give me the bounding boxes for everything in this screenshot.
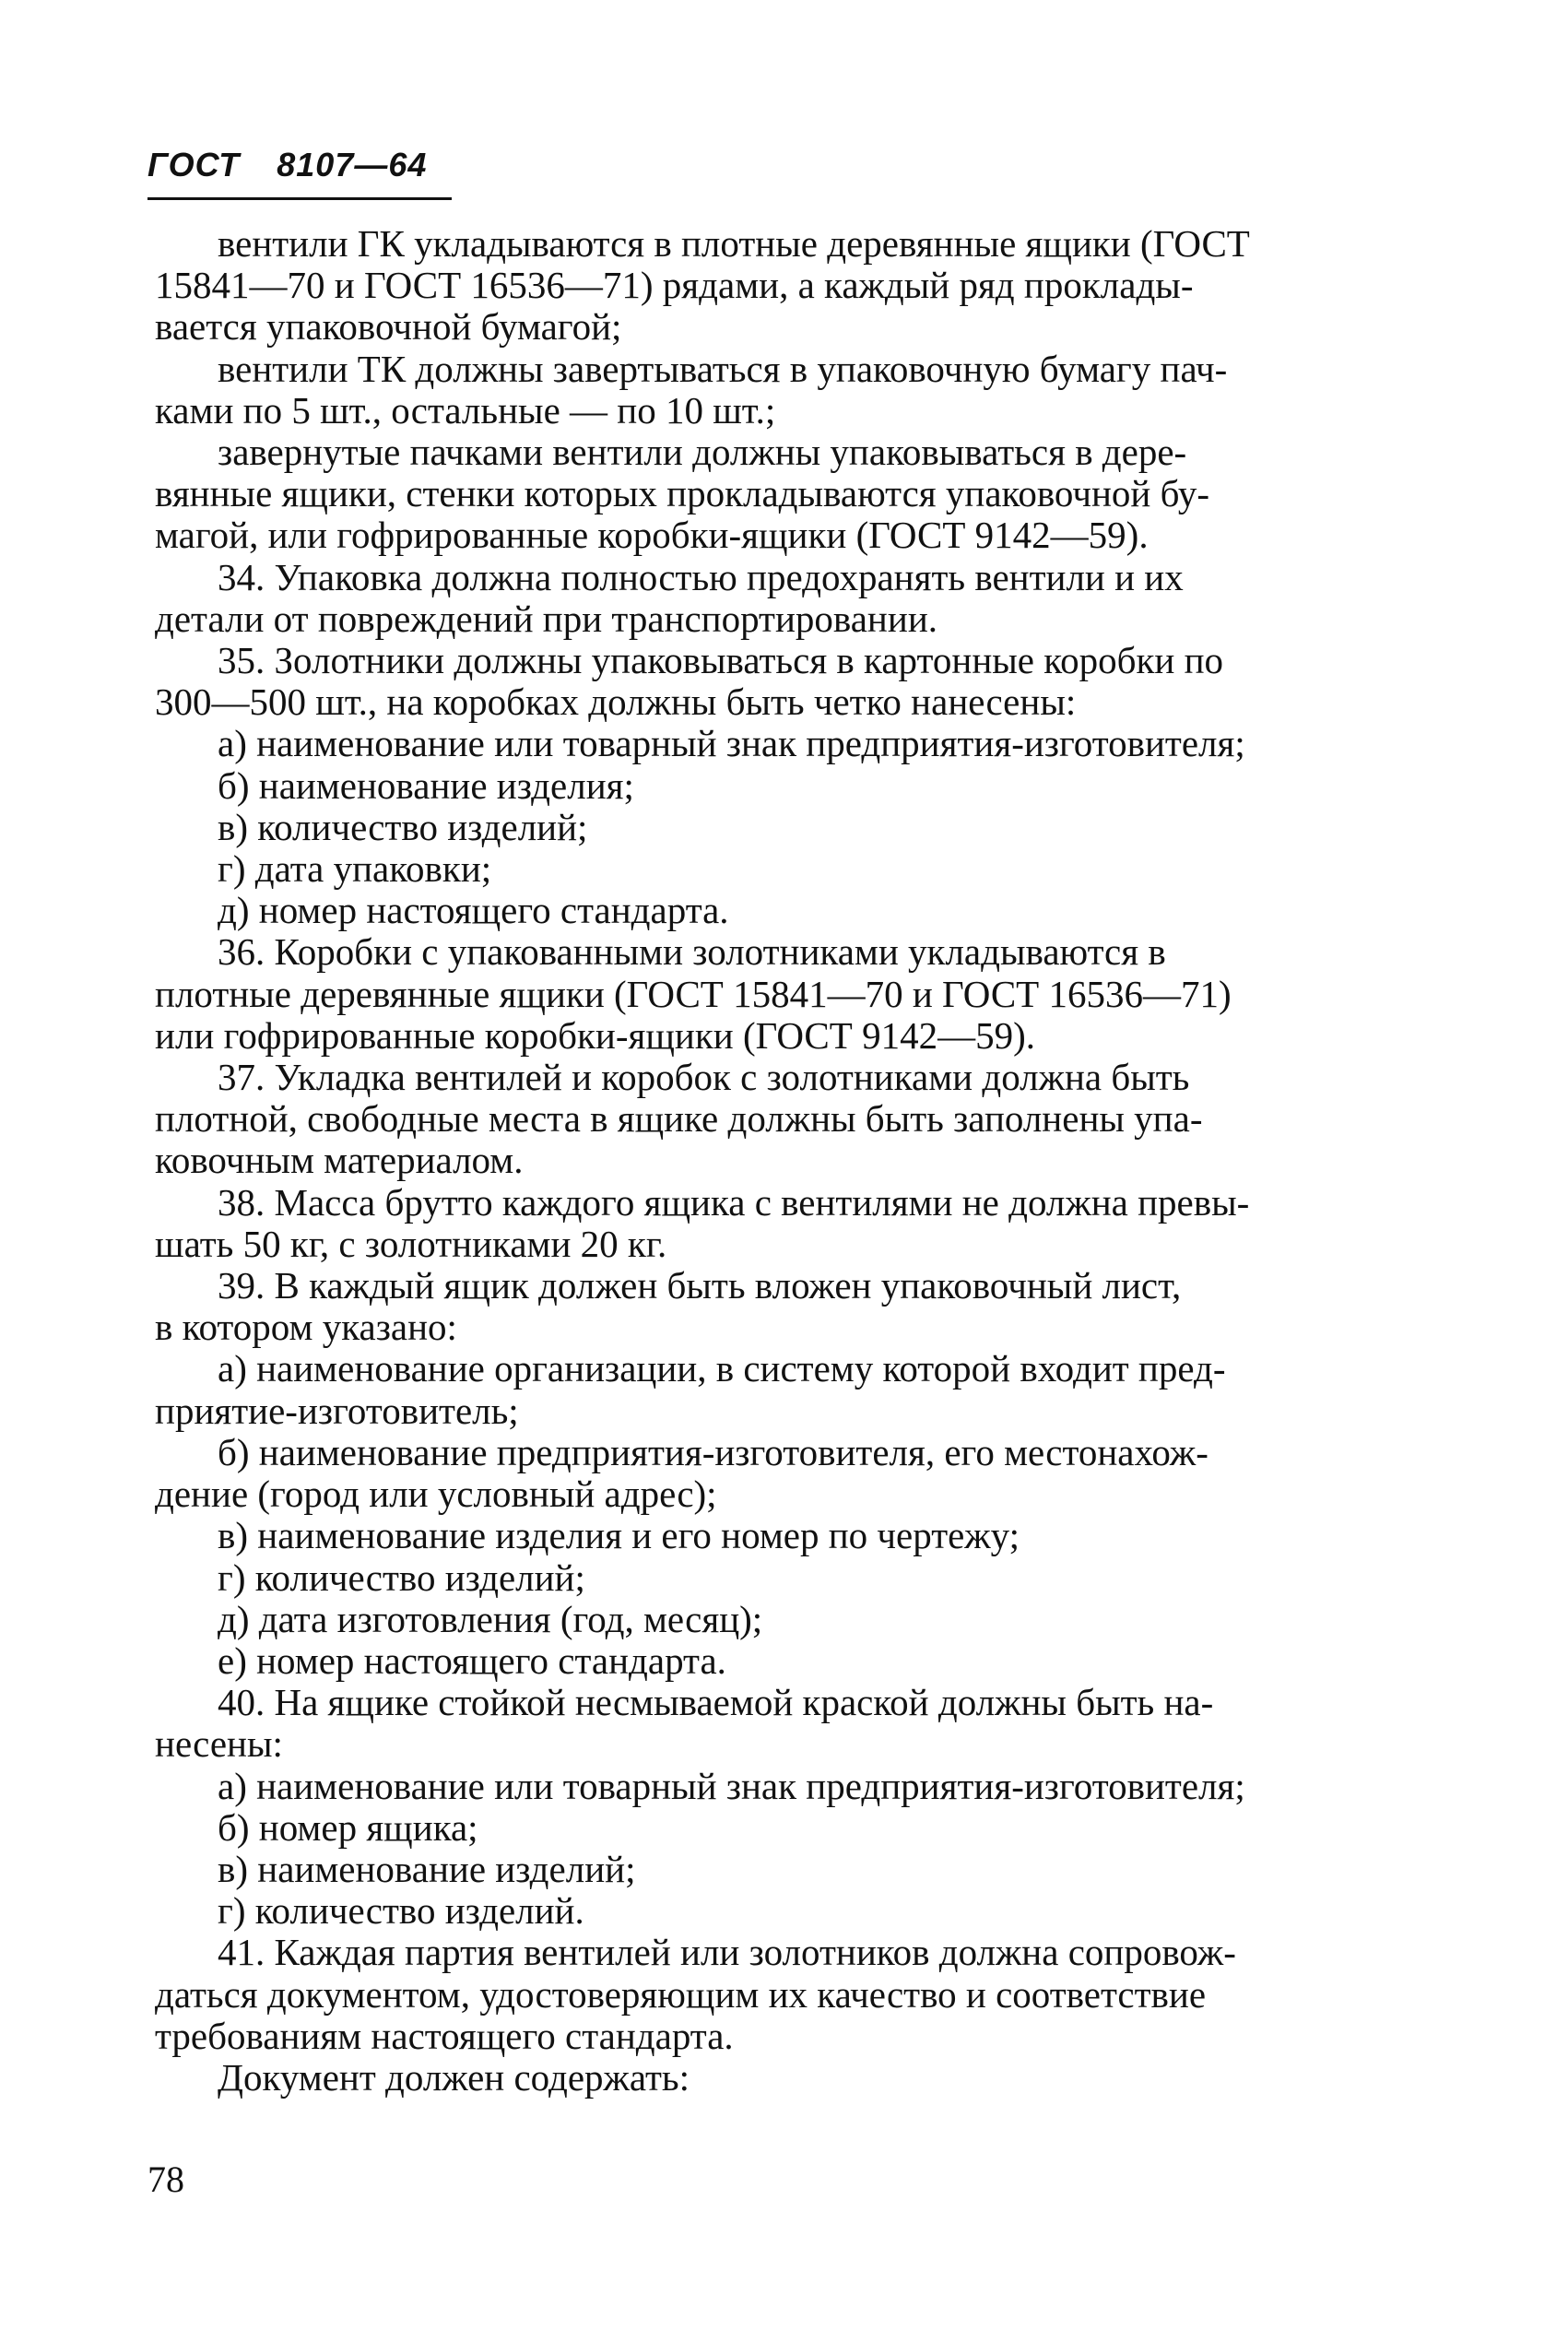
text-line: несены: [155, 1722, 283, 1766]
text-line: магой, или гофрированные коробки-ящики (ГОСТ 9142—59). [155, 514, 1149, 557]
text-line: 37. Укладка вентилей и коробок с золотниками должна быть [218, 1056, 1190, 1099]
text-line: детали от повреждений при транспортировании. [155, 597, 938, 640]
text-line: 39. В каждый ящик должен быть вложен упаковочный лист, [218, 1264, 1182, 1307]
text-line: ками по 5 шт., остальные — по 10 шт.; [155, 388, 776, 432]
text-line: требованиям настоящего стандарта. [155, 2014, 734, 2057]
header-rule [147, 197, 452, 200]
text-line: Документ должен содержать: [218, 2055, 690, 2099]
text-line: 34. Упаковка должна полностью предохранять вентили и их [218, 555, 1184, 598]
text-line: в) количество изделий; [218, 805, 588, 848]
text-line: д) номер настоящего стандарта. [218, 889, 729, 932]
text-line: г) дата упаковки; [218, 847, 492, 891]
text-line: 41. Каждая партия вентилей или золотников должна сопровож- [218, 1931, 1236, 1974]
document-body [155, 223, 1445, 2099]
text-line: 300—500 шт., на коробках должны быть четко нанесены: [155, 680, 1077, 724]
text-line: или гофрированные коробки-ящики (ГОСТ 9142—59). [155, 1013, 1035, 1057]
text-line: 36. Коробки с упакованными золотниками укладываются в [218, 930, 1166, 974]
text-line: вентили ТК должны завертываться в упаковочную бумагу пач- [218, 347, 1228, 390]
text-line: е) номер настоящего стандарта. [218, 1638, 726, 1682]
text-line: вянные ящики, стенки которых прокладываются упаковочной бу- [155, 472, 1210, 515]
document-header [147, 146, 427, 184]
text-line: ковочным материалом. [155, 1139, 524, 1182]
text-line: г) количество изделий; [218, 1555, 585, 1599]
text-line: в котором указано: [155, 1306, 457, 1349]
text-line: д) дата изготовления (год, месяц); [218, 1597, 763, 1640]
standard-label: ГОСТ [147, 146, 241, 183]
text-line: завернутые пачками вентили должны упаковываться в дере- [218, 431, 1187, 474]
text-line: 40. На ящике стойкой несмываемой краской должны быть на- [218, 1681, 1214, 1724]
text-line: б) наименование изделия; [218, 763, 634, 807]
text-line: б) наименование предприятия-изготовителя, его местонахож- [218, 1430, 1208, 1473]
text-line: вентили ГК укладываются в плотные деревянные ящики (ГОСТ [218, 222, 1250, 265]
text-line: б) номер ящика; [218, 1805, 478, 1849]
text-line: приятие-изготовитель; [155, 1389, 519, 1432]
text-line: а) наименование или товарный знак предприятия-изготовителя; [218, 722, 1245, 765]
page-number: 78 [147, 2159, 184, 2200]
text-line: а) наименование или товарный знак предприятия-изготовителя; [218, 1764, 1245, 1807]
text-line: 35. Золотники должны упаковываться в картонные коробки по [218, 639, 1224, 682]
text-line: плотные деревянные ящики (ГОСТ 15841—70 и ГОСТ 16536—71) [155, 972, 1232, 1015]
text-line: даться документом, удостоверяющим их качество и соответствие [155, 1972, 1207, 2016]
text-line: 15841—70 и ГОСТ 16536—71) рядами, а каждый ряд проклады- [155, 264, 1194, 307]
text-line: г) количество изделий. [218, 1889, 584, 1933]
text-line: плотной, свободные места в ящике должны быть заполнены упа- [155, 1097, 1203, 1141]
text-line: в) наименование изделий; [218, 1847, 636, 1890]
text-line: дение (город или условный адрес); [155, 1473, 717, 1516]
text-line: в) наименование изделия и его номер по чертежу; [218, 1514, 1020, 1557]
text-line: 38. Масса брутто каждого ящика с вентилями не должна превы- [218, 1180, 1250, 1224]
text-line: вается упаковочной бумагой; [155, 305, 622, 349]
standard-code: 8107—64 [277, 146, 428, 183]
text-line: а) наименование организации, в систему которой входит пред- [218, 1347, 1226, 1390]
text-line: шать 50 кг, с золотниками 20 кг. [155, 1222, 667, 1265]
